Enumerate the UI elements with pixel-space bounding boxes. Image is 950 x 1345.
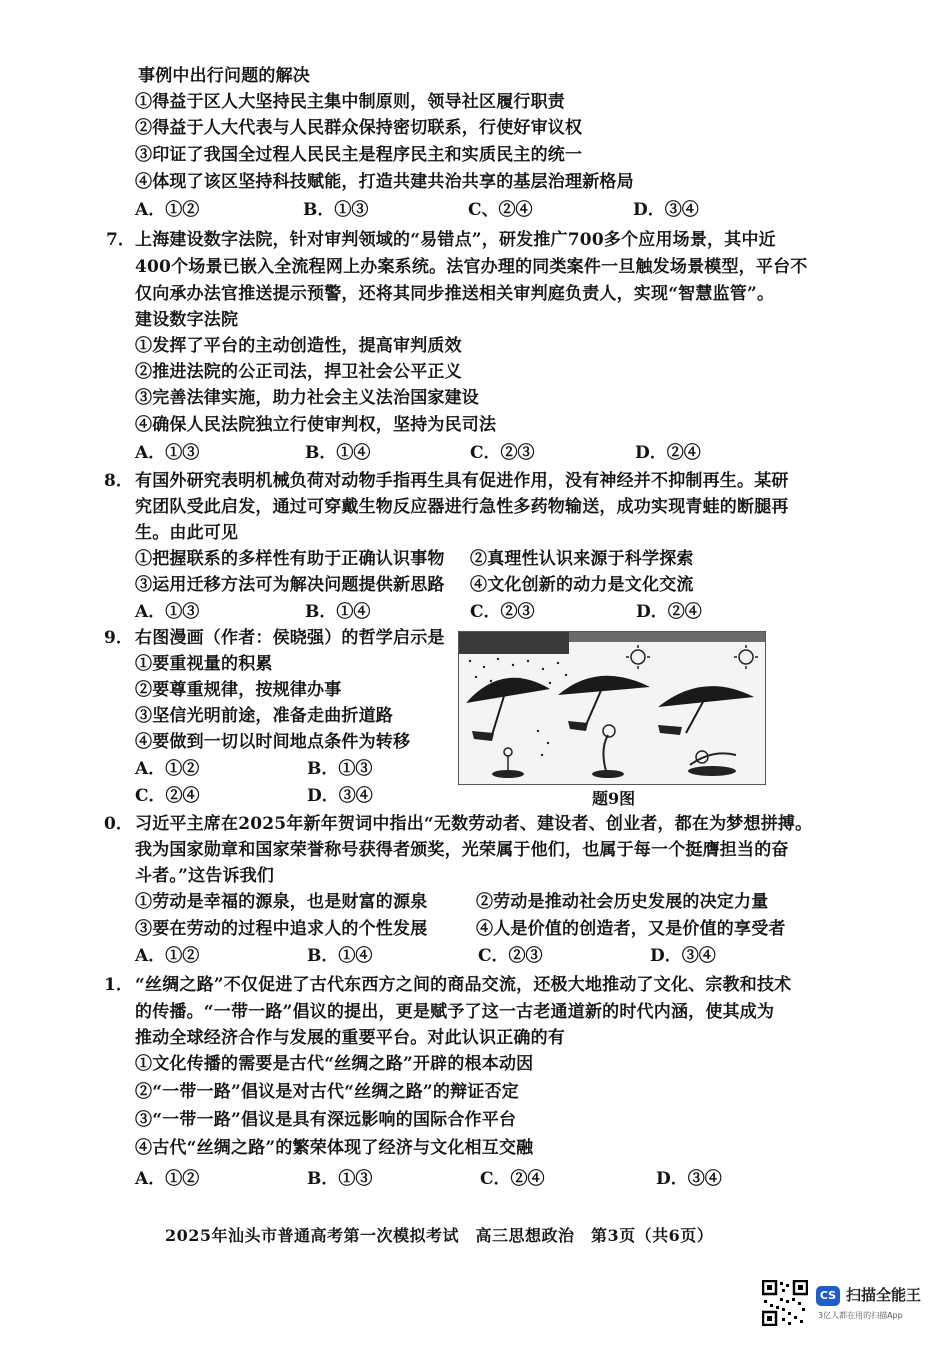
q10-stem-2: 我为国家勋章和国家荣誉称号获得者颁奖，光荣属于他们，也属于每一个挺膺担当的奋 [135,840,789,860]
q10-stem-3: 斗者。”这告诉我们 [135,866,275,886]
qr-code-icon [762,1280,808,1326]
q10-option-c: C．②③ [478,946,543,966]
q11-stem-3: 推动全球经济合作与发展的重要平台。对此认识正确的有 [135,1028,565,1048]
q11-item-3: ③“一带一路”倡议是具有深远影响的国际合作平台 [135,1110,517,1130]
q8-option-b: B．①④ [305,602,371,622]
q6-option-a: A．①② [135,200,200,220]
q7-option-b: B．①④ [305,443,371,463]
q7-item-4: ④确保人民法院独立行使审判权，坚持为民司法 [135,415,497,435]
q8-stem-2: 究团队受此启发，通过可穿戴生物反应器进行急性多药物输送，成功实现青蛙的断腿再 [135,497,789,517]
q7-option-a: A．①③ [135,443,200,463]
q8-item-3: ③运用迁移方法可为解决问题提供新思路 [135,575,445,595]
q11-stem-1: “丝绸之路”不仅促进了古代东西方之间的商品交流，还极大地推动了文化、宗教和技术 [135,975,792,995]
q7-option-d: D．②④ [635,443,701,463]
q10-item-4: ④人是价值的创造者，又是价值的享受者 [476,919,786,939]
q7-item-2: ②推进法院的公正司法，捍卫社会公平正义 [135,362,462,382]
q8-item-1: ①把握联系的多样性有助于正确认识事物 [135,549,445,569]
q11-option-b: B．①③ [307,1169,373,1189]
q11-option-d: D．③④ [656,1169,722,1189]
q8-number: 8． [104,471,133,491]
q6-stem-end: 事例中出行问题的解决 [138,66,310,86]
q8-option-a: A．①③ [135,602,200,622]
q8-stem-1: 有国外研究表明机械负荷对动物手指再生具有促进作用，没有神经并不抑制再生。某研 [135,471,789,491]
q10-item-1: ①劳动是幸福的源泉，也是财富的源泉 [135,892,428,912]
q9-item-1: ①要重视量的积累 [135,654,273,674]
q8-item-4: ④文化创新的动力是文化交流 [470,575,694,595]
camscanner-logo-icon: CS [816,1286,840,1306]
q7-item-3: ③完善法律实施，助力社会主义法治国家建设 [135,388,479,408]
q9-item-2: ②要尊重规律，按规律办事 [135,680,342,700]
q11-option-a: A．①② [135,1169,200,1189]
q10-item-2: ②劳动是推动社会历史发展的决定力量 [476,892,769,912]
watermark-name: 扫描全能王 [846,1286,922,1304]
q6-item-1: ①得益于区人大坚持民主集中制原则，领导社区履行职责 [135,92,565,112]
q7-stem-3: 仅向承办法官推送提示预警，还将其同步推送相关审判庭负责人，实现“智慧监管”。 [135,284,775,304]
q6-item-3: ③印证了我国全过程人民民主是程序民主和实质民主的统一 [135,145,583,165]
q7-item-1: ①发挥了平台的主动创造性，提高审判质效 [135,336,462,356]
q7-option-c: C．②③ [470,443,535,463]
q9-option-b: B．①③ [307,759,373,779]
q9-option-a: A．①② [135,759,200,779]
umbrella-cartoon-image [458,631,766,785]
q10-item-3: ③要在劳动的过程中追求人的个性发展 [135,919,428,939]
q10-option-d: D．③④ [650,946,716,966]
q9-number: 9． [104,628,133,648]
q8-option-d: D．②④ [636,602,702,622]
q11-item-1: ①文化传播的需要是古代“丝绸之路”开辟的根本动因 [135,1054,534,1074]
q10-stem-1: 习近平主席在2025年新年贺词中指出“无数劳动者、建设者、创业者，都在为梦想拼搏。 [135,814,813,834]
q11-stem-2: 的传播。“一带一路”倡议的提出，更是赋予了这一古老通道新的时代内涵，使其成为 [135,1002,775,1022]
q6-option-b: B．①③ [303,200,369,220]
q9-item-4: ④要做到一切以时间地点条件为转移 [135,732,411,752]
q6-item-4: ④体现了该区坚持科技赋能，打造共建共治共享的基层治理新格局 [135,172,634,192]
q10-number: 0． [104,814,133,834]
cartoon-caption: 题9图 [592,789,636,808]
q8-item-2: ②真理性认识来源于科学探索 [470,549,694,569]
q11-item-4: ④古代“丝绸之路”的繁荣体现了经济与文化相互交融 [135,1138,534,1158]
q10-option-b: B．①④ [307,946,373,966]
q6-option-c: C、②④ [468,200,533,220]
q9-item-3: ③坚信光明前途，准备走曲折道路 [135,706,393,726]
q7-stem-1: 上海建设数字法院，针对审判领域的“易错点”，研发推广700多个应用场景，其中近 [135,230,776,250]
q8-option-c: C．②③ [470,602,535,622]
q10-option-a: A．①② [135,946,200,966]
page-footer: 2025年汕头市普通高考第一次模拟考试 高三思想政治 第3页（共6页） [165,1226,714,1245]
q8-stem-3: 生。由此可见 [135,523,239,543]
q11-option-c: C．②④ [480,1169,545,1189]
q9-option-d: D．③④ [307,786,373,806]
q7-number: 7． [106,230,135,250]
q7-stem-4: 建设数字法院 [135,310,239,330]
q11-item-2: ②“一带一路”倡议是对古代“丝绸之路”的辩证否定 [135,1082,519,1102]
q7-stem-2: 400个场景已嵌入全流程网上办案系统。法官办理的同类案件一旦触发场景模型，平台不 [135,257,808,277]
q6-item-2: ②得益于人大代表与人民群众保持密切联系，行使好审议权 [135,118,583,138]
q11-number: 1． [104,975,133,995]
q9-stem: 右图漫画（作者：侯晓强）的哲学启示是 [135,628,445,648]
watermark-tagline: 3亿人都在用的扫描App [818,1311,903,1320]
q6-option-d: D．③④ [633,200,699,220]
q9-option-c: C．②④ [135,786,200,806]
scanner-watermark [816,1284,934,1324]
